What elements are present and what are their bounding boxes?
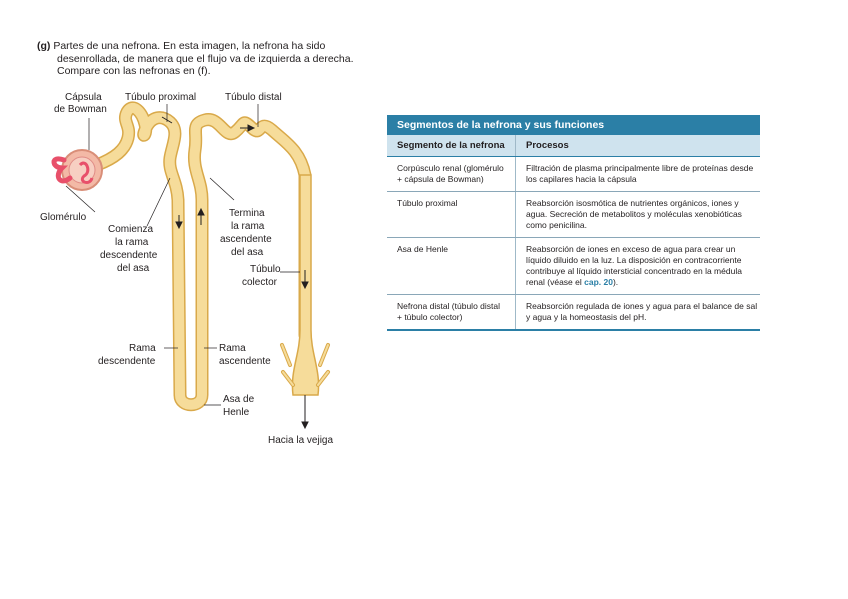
- label-comienza-1: Comienza: [108, 224, 154, 235]
- table-row: [387, 157, 760, 192]
- row-segment: [387, 157, 515, 191]
- segment-line: Asa de Henle: [397, 244, 449, 254]
- collecting-duct: [282, 175, 328, 412]
- header-processes: Procesos: [515, 135, 760, 156]
- label-termina-2: la rama: [231, 221, 265, 232]
- nephron-diagram: [0, 0, 400, 460]
- table-row: [387, 238, 760, 295]
- label-rama-desc-1: Rama: [129, 343, 156, 354]
- row-segment: [387, 192, 515, 237]
- table-title: Segmentos de la nefrona y sus funciones: [387, 115, 760, 135]
- segment-line: + túbulo colector): [397, 312, 463, 322]
- chapter-link[interactable]: cap. 20: [584, 277, 613, 287]
- table-header: [387, 135, 760, 157]
- label-asa-2: Henle: [223, 407, 250, 418]
- segment-line: + cápsula de Bowman): [397, 174, 484, 184]
- label-capsula-1: Cápsula: [65, 92, 102, 103]
- header-segment: Segmento de la nefrona: [397, 140, 505, 151]
- caption-line-1: Partes de una nefrona. En esta imagen, la nefrona ha sido: [53, 40, 326, 52]
- label-comienza-2: la rama: [115, 237, 149, 248]
- label-tubulo-distal: Túbulo distal: [225, 92, 282, 103]
- label-colector-2: colector: [242, 277, 278, 288]
- label-rama-asc-2: ascendente: [219, 356, 271, 367]
- label-termina-3: ascendente: [220, 234, 272, 245]
- caption-line-3: Compare con las nefronas en (f).: [57, 65, 211, 77]
- caption-line-2: desenrollada, de manera que el flujo va de izquierda a derecha.: [57, 52, 354, 65]
- caption-tag: (g): [37, 40, 51, 52]
- label-rama-asc-1: Rama: [219, 343, 246, 354]
- functions-table: [387, 115, 760, 331]
- segment-line: Nefrona distal (túbulo distal: [397, 301, 501, 311]
- row-process: Reabsorción isosmótica de nutrientes orgánicos, iones y agua. Secreción de metabolitos y moléculas xenobióticas como penicilina.: [515, 192, 760, 237]
- label-glomerulo: Glomérulo: [40, 212, 87, 223]
- segment-line: Corpúsculo renal (glomérulo: [397, 163, 504, 173]
- process-text: Reabsorción de iones en exceso de agua para crear un líquido diluido en la luz. La disposición en contracorriente contribuye al líquido intersticial concentrado en la médula renal (véase el: [526, 244, 742, 287]
- bowman-capsule: [62, 150, 102, 190]
- label-rama-desc-2: descendente: [98, 356, 156, 367]
- segment-line: Túbulo proximal: [397, 198, 458, 208]
- label-vejiga: Hacia la vejiga: [268, 435, 334, 446]
- label-colector-1: Túbulo: [250, 264, 281, 275]
- row-segment: [387, 295, 515, 329]
- process-end: ).: [612, 277, 619, 287]
- table-row: [387, 295, 760, 331]
- label-asa-1: Asa de: [223, 394, 255, 405]
- row-segment: [387, 238, 515, 294]
- label-termina-4: del asa: [231, 247, 264, 258]
- label-comienza-3: descendente: [100, 250, 158, 261]
- row-process: Reabsorción regulada de iones y agua para el balance de sal y agua y la homeostasis del pH.: [515, 295, 760, 329]
- label-termina-1: Termina: [229, 208, 265, 219]
- table-row: [387, 192, 760, 238]
- label-comienza-4: del asa: [117, 263, 150, 274]
- row-process: Filtración de plasma principalmente libre de proteínas desde los capilares hacia la cápsula: [515, 157, 760, 191]
- row-process: [515, 238, 760, 294]
- label-capsula-2: de Bowman: [54, 104, 107, 115]
- label-tubulo-proximal: Túbulo proximal: [125, 92, 197, 103]
